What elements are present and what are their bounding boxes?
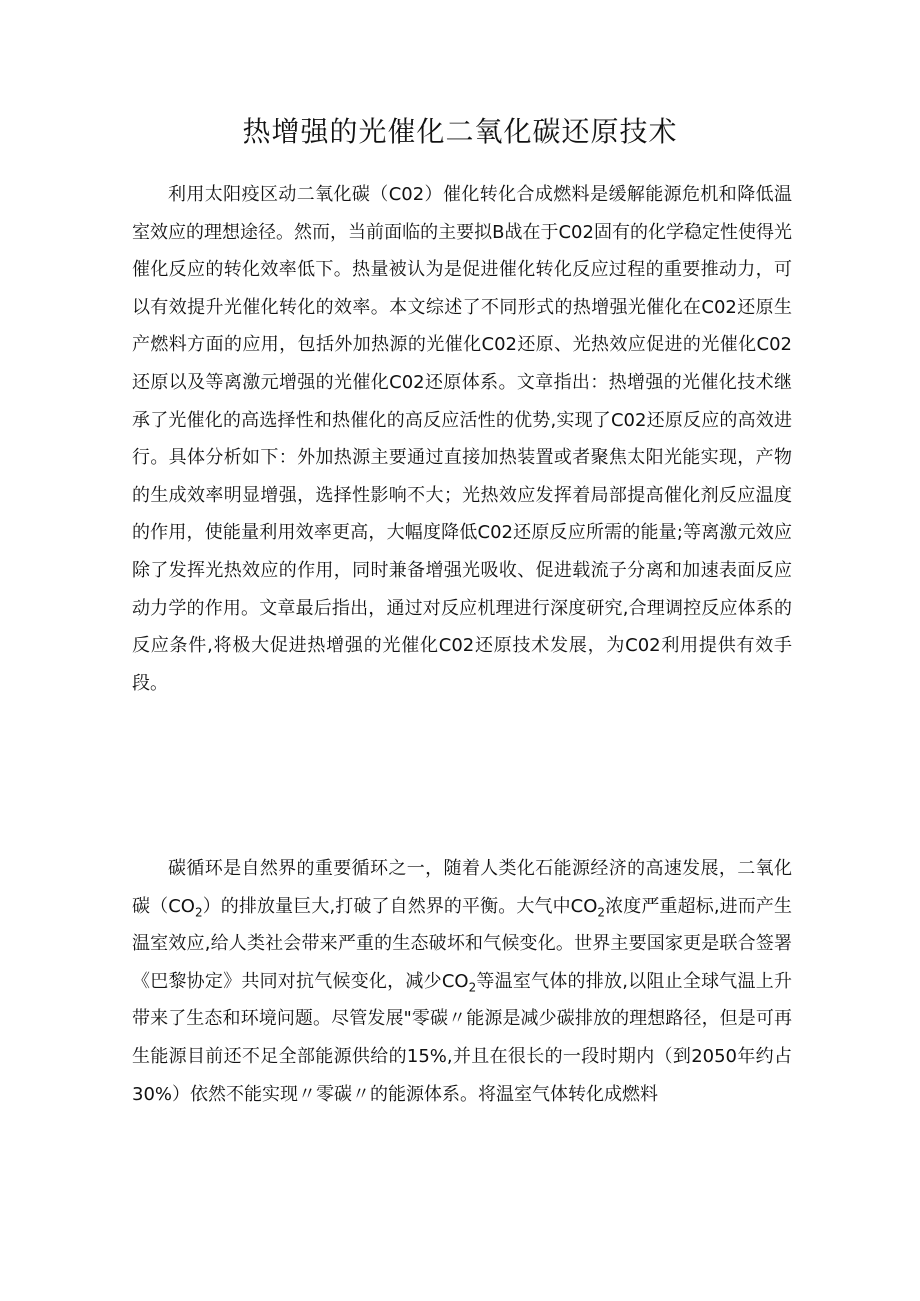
document-title: 热增强的光催化二氧化碳还原技术	[242, 115, 678, 148]
text-segment: ）的排放量巨大,打破了自然界的平衡。大气中CO	[202, 895, 598, 917]
subscript: 2	[194, 905, 203, 920]
text-segment: 等温室气体的排放,以阻止全球气温上升带来了生态和环境问题。尽管发展"零碳〃能源是减少碳排放的理想路径，但是可再生能源目前还不足全部能源供给的15%,并且在很长的一段时期内（到2050年约占30%）依然不能实现〃零碳〃的能源体系。将温室气体转化成燃料	[132, 970, 792, 1105]
abstract-paragraph: 利用太阳疫区动二氧化碳（C02）催化转化合成燃料是缓解能源危机和降低温室效应的理想途径。然而，当前面临的主要拟B战在于C02固有的化学稳定性使得光催化反应的转化效率低下。热量被认为是促进催化转化反应过程的重要推动力，可以有效提升光催化转化的效率。本文综述了不同形式的热增强光催化在C02还原生产燃料方面的应用，包括外加热源的光催化C02还原、光热效应促进的光催化C02还原以及等离激元增强的光催化C02还原体系。文章指出：热增强的光催化技术继承了光催化的高选择性和热催化的高反应活性的优势,实现了C02还原反应的高效进行。具体分析如下：外加热源主要通过直接加热装置或者聚焦太阳光能实现，产物的生成效率明显增强，选择性影响不大；光热效应发挥着局部提高催化剂反应温度的作用，使能量利用效率更高，大幅度降低C02还原反应所需的能量;等离激元效应除了发挥光热效应的作用，同时兼备增强光吸收、促进载流子分离和加速表面反应动力学的作用。文章最后指出，通过对反应机理进行深度研究,合理调控反应体系的反应条件,将极大促进热增强的光催化C02还原技术发展，为C02利用提供有效手段。	[132, 184, 792, 694]
subscript: 2	[597, 905, 606, 920]
subscript: 2	[468, 980, 477, 995]
body-paragraph	[132, 850, 792, 1113]
text-segment: 浓度严重超标,进而产生温室效应,给人类社会带来严重的生态破坏和气候变化。世界主要国家更是联合签署《巴黎协定》共同对抗气候变化，减少CO	[132, 895, 792, 992]
text-segment: 碳循环是自然界的重要循环之一，随着人类化石能源经济的高速发展，二氧化碳（CO	[132, 858, 792, 917]
